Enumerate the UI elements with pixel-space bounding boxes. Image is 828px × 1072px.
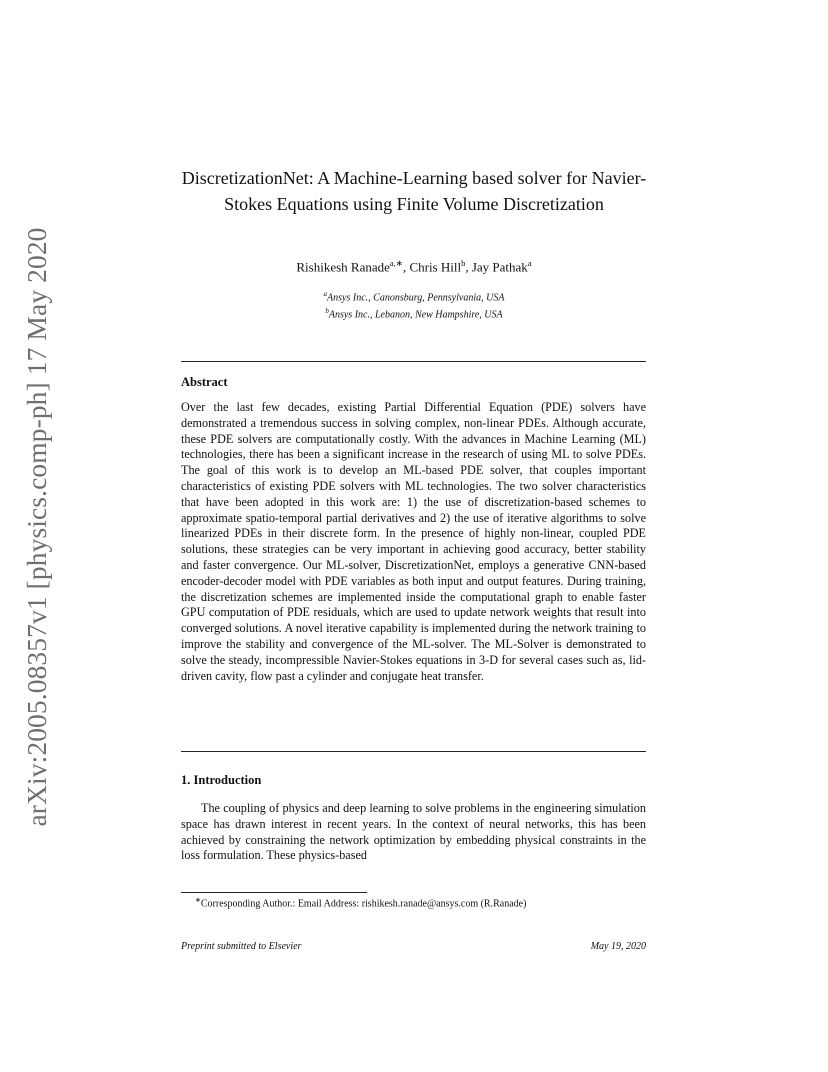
affiliation-text: Ansys Inc., Lebanon, New Hampshire, USA [328,309,503,321]
author-marks: a [527,258,532,268]
affiliation-text: Ansys Inc., Canonsburg, Pennsylvania, USA [327,292,505,304]
abstract-text: Over the last few decades, existing Partial Differential Equation (PDE) solvers have demonstrated a tremendous success in solving complex, non-linear PDEs. Although accurate, these PDE solvers are computationally costly. With the advances in Machine Learning (ML) technologies, there has been a significant increase in the research of using ML to solve PDEs. The goal of this work is to develop an ML-based PDE solver, that couples important characteristics of existing PDE solvers with ML technologies. The two solver characteristics that have been adopted in this work are: 1) the use of discretization-based schemes to approximate spatio-temporal partial derivatives and 2) the use of iterative algorithms to solve linearized PDEs in their discrete form. In the presence of highly non-linear, coupled PDE solutions, these strategies can be very important in achieving good accuracy, better stability and faster convergence. Our ML-solver, DiscretizationNet, employs a generative CNN-based encoder-decoder model with PDE variables as both input and output features. During training, the discretization schemes are implemented inside the computational graph to enable faster GPU computation of PDE residuals, which are used to update network weights that result into converged solutions. A novel iterative capability is implemented during the network training to improve the stability and convergence of the ML-solver. The ML-Solver is demonstrated to solve the steady, incompressible Navier-Stokes equations in 3-D for several cases such as, lid-driven cavity, flow past a cylinder and conjugate heat transfer. [181,400,646,683]
abstract-heading: Abstract [181,375,228,389]
introduction-text: The coupling of physics and deep learning to solve problems in the engineering simulation space has drawn interest in recent years. In the context of neural networks, this has been achieved by constraining the network optimization by embedding physical constraints in the loss formulation. These physics-based [181,801,646,863]
section-heading: 1. Introduction [181,773,262,787]
author-name: Chris Hill [409,259,462,275]
paper-title: DiscretizationNet: A Machine-Learning based solver for Navier-Stokes Equations using Finite Volume Discretization [181,168,647,214]
affiliation-mark: a [323,290,328,298]
preprint-notice: Preprint submitted to Elsevier [181,941,302,952]
abstract-bottom-rule [181,751,646,752]
affiliation [160,288,668,305]
footnote [195,896,526,909]
preprint-date: May 19, 2020 [590,941,646,952]
footnote-mark: ∗ [195,896,201,904]
author-list: Rishikesh Ranade$^{a,∗}$, Chris Hill$^b$, Jay Pathak$^a$ [296,258,532,275]
affiliations [160,288,668,322]
author-marks: a,∗ [389,258,403,268]
arxiv-sidebar [14,225,60,830]
affiliation-mark: b [325,306,329,315]
footnote-rule [181,892,367,893]
footnote-text: Corresponding Author.: Email Address: rishikesh.ranade@ansys.com (R.Ranade) [200,898,527,910]
author-marks: b [461,258,466,268]
affiliation [160,305,668,322]
author-name: Jay Pathak [471,259,528,275]
arxiv-identifier: arXiv:2005.08357v1 [physics.comp-ph] 17 May 2020 [21,227,52,827]
abstract-top-rule [181,361,646,362]
author-name: Rishikesh Ranade [296,259,390,275]
